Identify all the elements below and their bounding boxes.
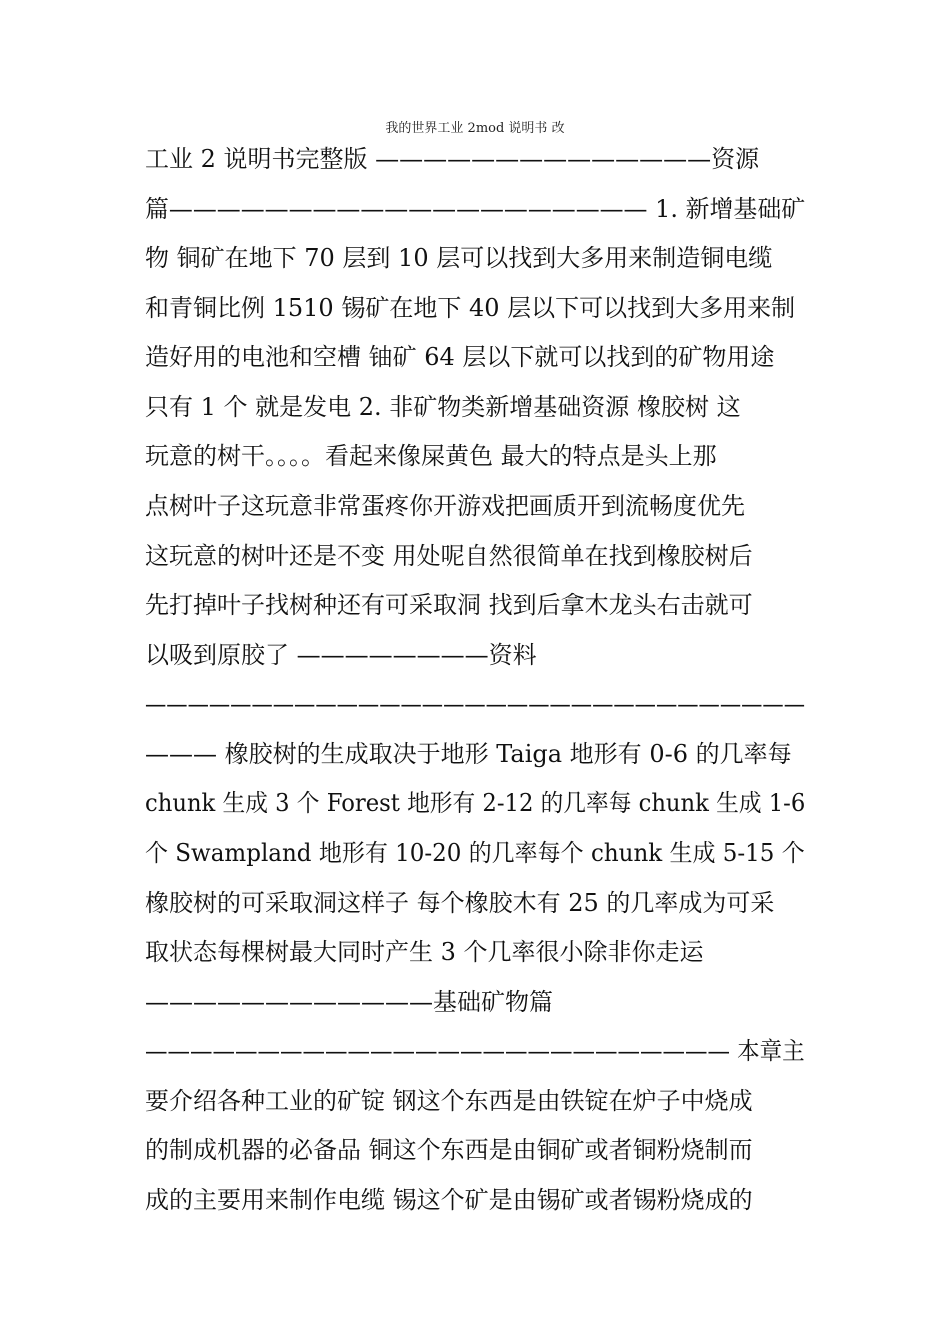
body-line: 玩意的树干。。。。看起来像屎黄色 最大的特点是头上那 <box>145 442 717 470</box>
body-line: 工业 2 说明书完整版 ——————————————资源 <box>145 145 760 173</box>
body-line: 和青铜比例 1510 锡矿在地下 40 层以下可以找到大多用来制 <box>145 294 796 322</box>
body-line: ——————————————————————————————— <box>145 690 806 718</box>
body-line: 篇———————————————————— 1. 新增基础矿 <box>145 195 806 223</box>
body-line: ————————————基础矿物篇 <box>145 988 553 1016</box>
body-line: 这玩意的树叶还是不变 用处呢自然很简单在找到橡胶树后 <box>145 542 753 570</box>
body-line: 取状态每棵树最大同时产生 3 个几率很小除非你走运 <box>145 938 704 966</box>
body-line: 以吸到原胶了 ————————资料 <box>145 641 537 669</box>
body-line: 的制成机器的必备品 铜这个东西是由铜矿或者铜粉烧制而 <box>145 1136 753 1164</box>
body-line: 造好用的电池和空槽 铀矿 64 层以下就可以找到的矿物用途 <box>145 343 775 371</box>
running-header: 我的世界工业 2mod 说明书 改 <box>385 121 565 136</box>
body-line: 个 Swampland 地形有 10-20 的几率每个 chunk 生成 5-15 个 <box>145 839 805 867</box>
body-line: 只有 1 个 就是发电 2. 非矿物类新增基础资源 橡胶树 这 <box>145 393 741 421</box>
body-line: 物 铜矿在地下 70 层到 10 层可以找到大多用来制造铜电缆 <box>145 244 773 272</box>
body-line: ——— 橡胶树的生成取决于地形 Taiga 地形有 0-6 的几率每 <box>145 740 792 768</box>
body-line: 成的主要用来制作电缆 锡这个矿是由锡矿或者锡粉烧成的 <box>145 1186 753 1214</box>
body-line: 先打掉叶子找树种还有可采取洞 找到后拿木龙头右击就可 <box>145 591 753 619</box>
body-line: 点树叶子这玩意非常蛋疼你开游戏把画质开到流畅度优先 <box>145 492 745 520</box>
body-line: —————————————————————————— 本章主 <box>145 1037 805 1065</box>
body-line: 橡胶树的可采取洞这样子 每个橡胶木有 25 的几率成为可采 <box>145 889 775 917</box>
body-line: 要介绍各种工业的矿锭 钢这个东西是由铁锭在炉子中烧成 <box>145 1087 753 1115</box>
body-line: chunk 生成 3 个 Forest 地形有 2-12 的几率每 chunk 生成 1-6 <box>145 789 806 817</box>
